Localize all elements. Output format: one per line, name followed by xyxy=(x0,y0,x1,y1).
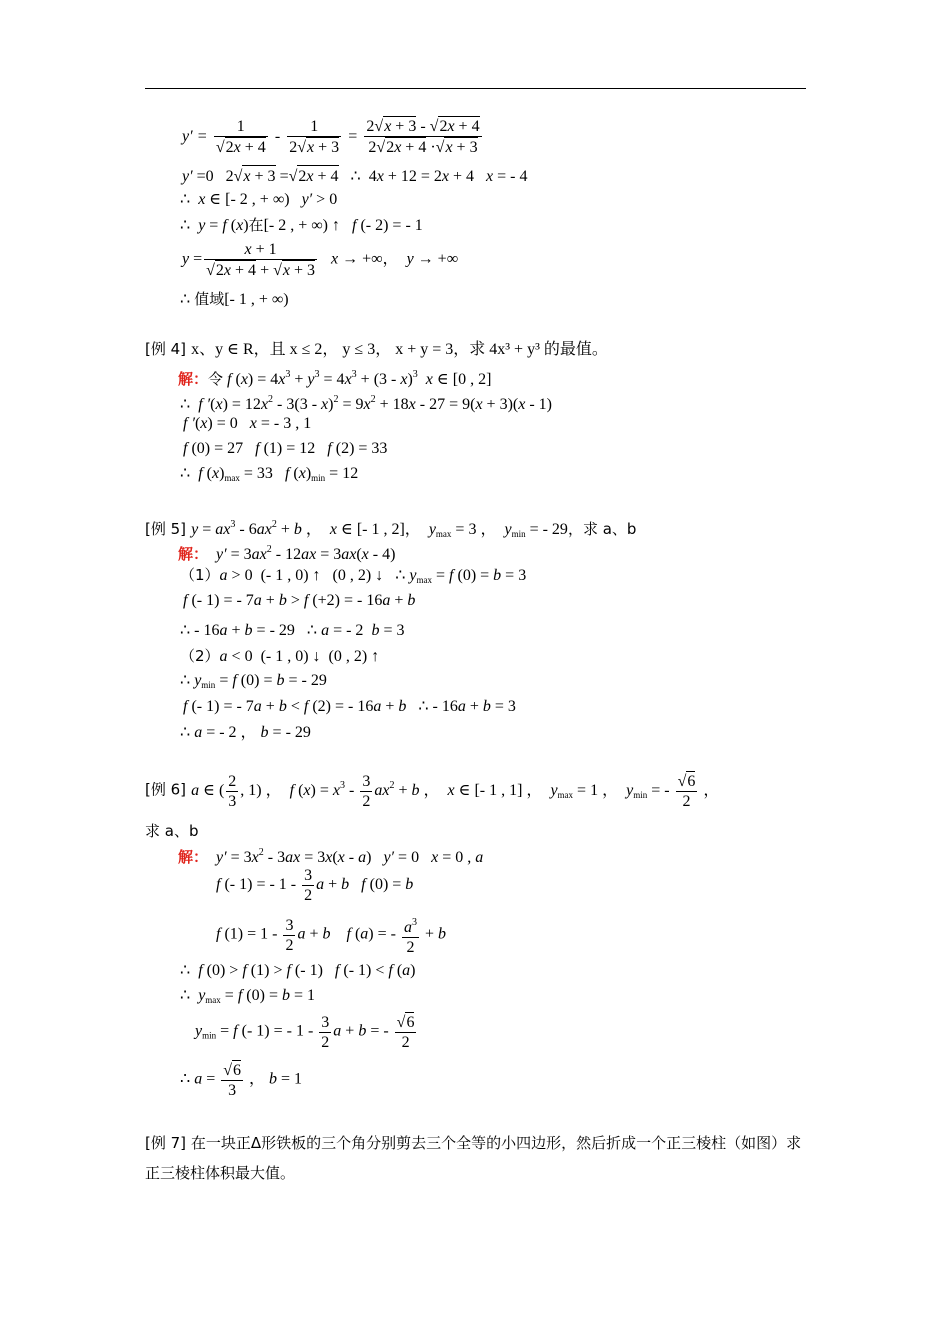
ex5-case1-solve: ∴ - 16a + b = - 29 ∴ a = - 2 b = 3 xyxy=(180,622,405,639)
ex5-case2-compare: f (- 1) = - 7a + b < f (2) = - 16a + b ∴ - 16a + b = 3 xyxy=(183,698,516,715)
ex4-result: ∴ f $(x)_{max} = 33$ f $(x)_{min} = 12$ xyxy=(180,465,359,483)
range-label: 值域 xyxy=(194,290,225,308)
domain-line: ∴ x ∈ [- 2 , + ∞) y′ > 0 xyxy=(180,191,338,208)
header-rule xyxy=(145,88,806,89)
ex6-ask-text: 求 a、b xyxy=(145,822,199,840)
ex6-values2: f (1) = 1 - $\frac{3}{2}$ a + b f (a) = - $\frac{a^3}{2}$ + b xyxy=(216,913,446,957)
ex7-label: [例 7] xyxy=(145,1134,187,1152)
ex4-let: 令 xyxy=(208,370,224,388)
ex6-label: [例 6] xyxy=(145,780,187,799)
ex6-values1: f (- 1) = - 1 - $\frac{3}{2}$ a + b f (0) = b xyxy=(216,867,414,904)
ex6-derivative: 解： $y' = 3x^2 - 3ax = 3x(x - a) y' = 0$ x = 0 , a xyxy=(178,847,484,866)
ex5-case2: （2）a < 0 (- 1 , 0) ↓ (0 , 2) ↑ xyxy=(180,647,380,665)
ex6-min: $y_{min} = f$ (- 1) = - 1 - $\frac{3}{2}$ a + b = - $\frac{√6}{2}$ xyxy=(195,1013,415,1051)
case1-label: （1） xyxy=(180,566,220,584)
ex5-solution-label: 解： xyxy=(178,545,209,563)
ex5-case1-compare: f (- 1) = - 7a + b > f (+2) = - 16a + b xyxy=(183,592,416,609)
zai-text: 在 xyxy=(248,216,264,234)
ex7-text: 在一块正Δ形铁板的三个角分别剪去三个全等的小四边形，然后折成一个正三棱柱（如图）求正三棱柱体积最大值。 xyxy=(145,1134,802,1182)
ex6-result: ∴ a = $\frac{√6}{3}$ ， b = 1 xyxy=(180,1062,303,1099)
range-line: ∴ 值域[- 1 , + ∞) xyxy=(180,290,289,308)
ex6-statement: [例 6] a ∈ ( $\frac{2}{3}$ , 1) ， f $(x) = x^3$ - $\frac{3}{2}$ $ax^2 + b$ ， x ∈ [- 1 , 1] ， $y_{max} = 1$ ， $y_{min}$ = - $\frac{√6}{2}$ ， xyxy=(145,772,720,810)
ex6-max: ∴ $y_{max} = f$ (0) = b = 1 xyxy=(180,987,315,1005)
ex5-label: [例 5] xyxy=(145,520,187,538)
ex6-order: ∴ f (0) > f (1) > f (- 1) f (- 1) < f (a) xyxy=(180,962,416,979)
zero-line: y′ =0 2√x + 3 =√2x + 4 ∴ 4x + 12 = 2x + 4 x = - 4 xyxy=(182,165,527,188)
derivative-line: y′ = $\frac{1}{√2x + 4}$ - $\frac{1}{2√x + 3}$ = $\frac{2√x + 3 - √2x + 4}{2√2x + 4 \cdot√x + 3}$ xyxy=(182,117,480,156)
ex4-roots: f ′(x) = 0 x = - 3 , 1 xyxy=(183,415,312,432)
ex5-ask: ，求 a、b xyxy=(567,520,637,538)
limit-line: y = $\frac{x + 1}{√2x + 4 + √x + 3}$ x → +∞， y → +∞ xyxy=(182,241,459,279)
therefore-symbol: ∴ xyxy=(350,168,361,185)
ex5-case2-result: ∴ a = - 2 ， b = - 29 xyxy=(180,724,311,741)
ex5-statement: [例 5] $y = ax^3 - 6ax^2 + b$ ， x ∈ [- 1 , 2]， $y_{max} = 3$ ， $y_{min}$ = - 29，求 a、b xyxy=(145,519,637,539)
ex6-ask xyxy=(145,820,198,842)
ex4-values: f (0) = 27 f (1) = 12 f (2) = 33 xyxy=(183,440,388,457)
increasing-line: ∴ y = f (x)在[- 2 , + ∞) ↑ f (- 2) = - 1 xyxy=(180,216,423,234)
ex4-label: [例 4] xyxy=(145,340,187,358)
ex5-case2-min: ∴ $y_{min} = f$ (0) = b = - 29 xyxy=(180,672,327,690)
ex4-condition: x、y ∈ R，且 x ≤ 2， y ≤ 3， x + y = 3，求 4x³ + y³ 的最值。 xyxy=(191,341,608,358)
ex6-solution-label: 解： xyxy=(178,848,209,866)
case2-label: （2） xyxy=(180,647,220,665)
ex5-case1: （1）a > 0 (- 1 , 0) ↑ (0 , 2) ↓ ∴ $y_{max} = f$ (0) = b = 3 xyxy=(180,566,527,585)
ex4-derivative: ∴ f $'(x) = 12x^2 - 3(3 - x)^2 = 9x^2 + 18x - 27 = 9(x + 3)(x - 1)$ xyxy=(180,394,552,413)
ex4-solution: 解：令 f $(x) = 4x^3 + y^3 = 4x^3 + (3 - x)^3$ x ∈ [0 , 2] xyxy=(178,369,492,388)
ex4-statement xyxy=(145,338,608,361)
ex4-solution-label: 解： xyxy=(178,370,209,388)
ex5-derivative: 解： $y' = 3ax^2 - 12ax = 3ax(x - 4)$ xyxy=(178,544,396,563)
ex7-paragraph xyxy=(145,1128,805,1188)
